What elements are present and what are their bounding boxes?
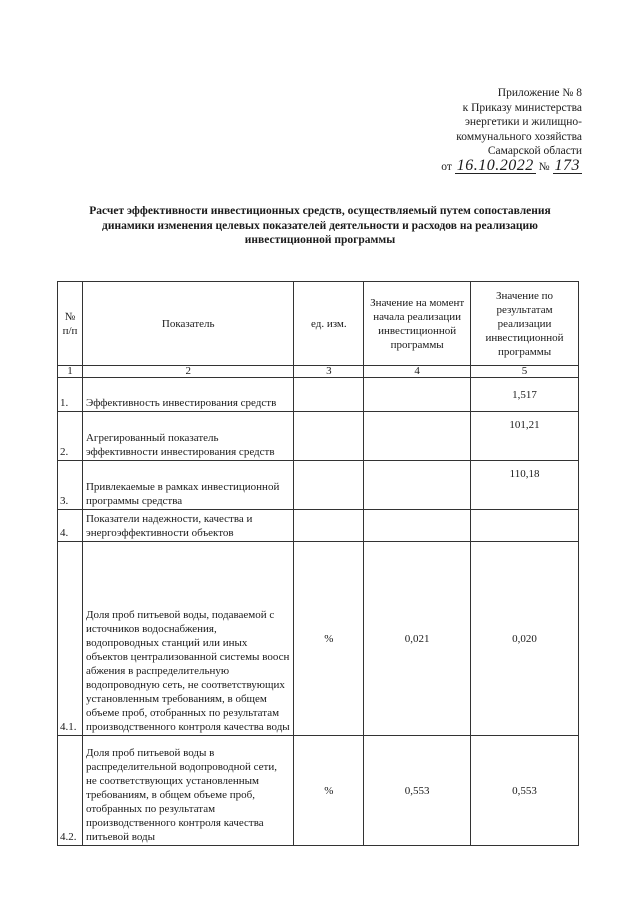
table-row [58,736,579,846]
row-indicator: Показатели надежности, качества и энергоэффективности объектов [82,510,293,542]
column-index: 4 [364,366,471,378]
row-indicator: Агрегированный показатель эффективности инвестирования средств [82,412,293,461]
handwritten-date: 16.10.2022 [456,156,534,174]
row-start-value: 0,553 [364,736,471,846]
row-unit [294,461,364,510]
row-result-value [471,510,579,542]
title-line: динамики изменения целевых показателей деятельности и расходов на реализацию [102,219,538,232]
header-num: № п/п [58,282,83,366]
appendix-line: коммунального хозяйства [456,130,582,143]
column-index: 2 [82,366,293,378]
appendix-line: Самарской области [487,145,582,157]
column-index: 3 [294,366,364,378]
handwritten-number: 173 [554,156,580,174]
row-start-value [364,461,471,510]
title-line: Расчет эффективности инвестиционных средств, осуществляемый путем сопоставления [89,205,551,217]
header-start-value: Значение на момент начала реализации инвестиционной программы [364,282,471,366]
row-indicator: Привлекаемые в рамках инвестиционной программы средства [82,461,293,510]
appendix-block [441,86,582,174]
header-unit: ед. изм. [294,282,364,366]
table-row [58,461,579,510]
number-prefix: № [538,160,550,173]
header-indicator: Показатель [82,282,293,366]
row-num: 4. [58,510,83,542]
row-num: 3. [58,461,83,510]
row-start-value [364,378,471,412]
row-result-value: 1,517 [471,378,579,412]
title-line: инвестиционной программы [244,234,396,246]
header-row [58,282,579,366]
order-date-line [441,156,582,175]
row-num: 1. [58,378,83,412]
table-row [58,412,579,461]
row-unit: % [294,736,364,846]
header-result-value: Значение по результатам реализации инвестиционной программы [471,282,579,366]
date-prefix: от [441,160,452,173]
efficiency-table [57,281,579,846]
appendix-line: энергетики и жилищно- [464,116,582,128]
row-num: 4.1. [58,542,83,736]
row-result-value: 0,553 [471,736,579,846]
row-result-value: 101,21 [471,412,579,461]
row-unit [294,510,364,542]
row-unit: % [294,542,364,736]
row-unit [294,412,364,461]
row-num: 2. [58,412,83,461]
column-index-row [58,366,579,378]
row-start-value [364,412,471,461]
table-row [58,542,579,736]
row-num: 4.2. [58,736,83,846]
row-indicator: Доля проб питьевой воды в распределительной водопроводной сети, не соответствующих установленным требованиям, в общем объеме проб, отобранных по результатам производственного контроля качества питьевой воды [82,736,293,846]
row-unit [294,378,364,412]
row-start-value: 0,021 [364,542,471,736]
document-title [60,204,580,248]
row-start-value [364,510,471,542]
table-row [58,378,579,412]
row-indicator: Доля проб питьевой воды, подаваемой с источников водоснабжения, водопроводных станций или иных объектов централизованной системы воосн абжения в распределительную водопроводную сеть, не соответствующих установленным требованиям, в общем объеме проб, отобранных по результатам производственного контроля качества воды [82,542,293,736]
appendix-line: к Приказу министерства [462,101,582,114]
appendix-title: Приложение № 8 [497,87,582,99]
table-row [58,510,579,542]
row-result-value: 110,18 [471,461,579,510]
row-indicator: Эффективность инвестирования средств [82,378,293,412]
column-index: 5 [471,366,579,378]
column-index: 1 [58,366,83,378]
row-result-value: 0,020 [471,542,579,736]
